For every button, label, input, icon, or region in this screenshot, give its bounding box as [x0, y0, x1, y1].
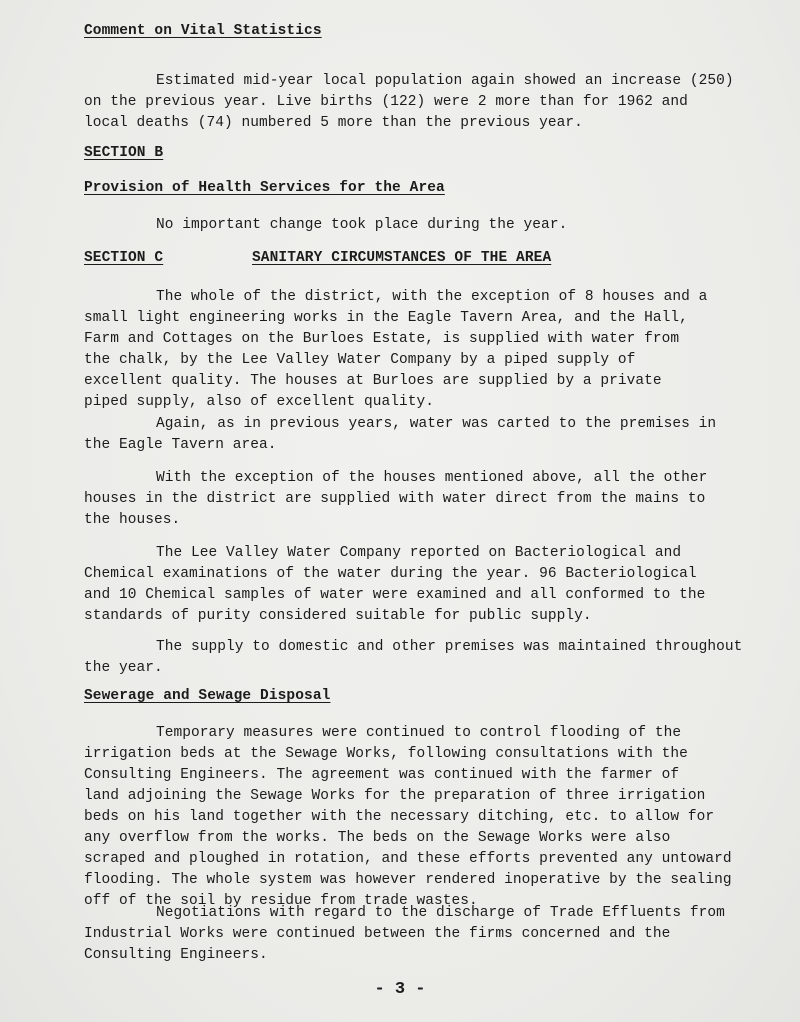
paragraph-line: and 10 Chemical samples of water were examined and all conformed to the [84, 587, 706, 603]
paragraph-line: the year. [84, 660, 163, 676]
health-services-heading: Provision of Health Services for the Area [84, 180, 445, 196]
paragraph-line: the houses. [84, 512, 181, 528]
sewerage-heading: Sewerage and Sewage Disposal [84, 688, 331, 704]
paragraph-line: excellent quality. The houses at Burloes are supplied by a private [84, 373, 662, 389]
paragraph-line: Chemical examinations of the water during the year. 96 Bacteriological [84, 566, 697, 582]
paragraph-line: local deaths (74) numbered 5 more than the previous year. [84, 115, 583, 131]
paragraph-line: The supply to domestic and other premises was maintained throughout [156, 639, 743, 655]
paragraph-line: the chalk, by the Lee Valley Water Company by a piped supply of [84, 352, 636, 368]
paragraph-line: The Lee Valley Water Company reported on Bacteriological and [156, 545, 682, 561]
paragraph-line: the Eagle Tavern area. [84, 437, 277, 453]
paragraph-line: piped supply, also of excellent quality. [84, 394, 435, 410]
paragraph-line: Negotiations with regard to the discharge of Trade Effluents from [156, 905, 725, 921]
page-number: - 3 - [374, 980, 426, 999]
paragraph-line: standards of purity considered suitable for public supply. [84, 608, 592, 624]
section-c-heading: SECTION C [84, 250, 164, 266]
paragraph-line: Industrial Works were continued between the firms concerned and the [84, 926, 671, 942]
paragraph-line: Again, as in previous years, water was carted to the premises in [156, 416, 717, 432]
paragraph-line: Consulting Engineers. The agreement was continued with the farmer of [84, 767, 680, 783]
paragraph-line: houses in the district are supplied with water direct from the mains to [84, 491, 706, 507]
paragraph-line: irrigation beds at the Sewage Works, following consultations with the [84, 746, 688, 762]
section-b-heading: SECTION B [84, 145, 164, 161]
sanitary-circumstances-heading: SANITARY CIRCUMSTANCES OF THE AREA [252, 250, 552, 266]
paragraph-line: Farm and Cottages on the Burloes Estate, is supplied with water from [84, 331, 680, 347]
paragraph-line: small light engineering works in the Eagle Tavern Area, and the Hall, [84, 310, 688, 326]
paragraph-line: any overflow from the works. The beds on the Sewage Works were also [84, 830, 671, 846]
vital-statistics-paragraph [84, 71, 760, 134]
paragraph-line: The whole of the district, with the exception of 8 houses and a [156, 289, 708, 305]
paragraph-line: land adjoining the Sewage Works for the preparation of three irrigation [84, 788, 706, 804]
paragraph-line: on the previous year. Live births (122) were 2 more than for 1962 and [84, 94, 688, 110]
supply-maintained-paragraph [84, 637, 760, 679]
bacteriological-paragraph [84, 543, 760, 627]
paragraph-line: scraped and ploughed in rotation, and these efforts prevented any untoward [84, 851, 732, 867]
paragraph-line: No important change took place during the year. [156, 217, 568, 233]
health-services-paragraph [84, 215, 760, 236]
water-supply-paragraph [84, 287, 760, 413]
trade-effluents-paragraph [84, 903, 760, 966]
paragraph-line: flooding. The whole system was however rendered inoperative by the sealing [84, 872, 732, 888]
paragraph-line: Consulting Engineers. [84, 947, 268, 963]
paragraph-line: beds on his land together with the necessary ditching, etc. to allow for [84, 809, 715, 825]
paragraph-line: With the exception of the houses mentioned above, all the other [156, 470, 708, 486]
paragraph-line: Estimated mid-year local population again showed an increase (250) [156, 73, 734, 89]
vital-statistics-heading: Comment on Vital Statistics [84, 23, 322, 39]
paragraph-line: off of the soil by residue from trade wastes. [84, 893, 478, 909]
mains-supply-paragraph [84, 468, 760, 531]
water-carted-paragraph [84, 414, 760, 456]
flooding-paragraph [84, 723, 760, 912]
paragraph-line: Temporary measures were continued to control flooding of the [156, 725, 682, 741]
